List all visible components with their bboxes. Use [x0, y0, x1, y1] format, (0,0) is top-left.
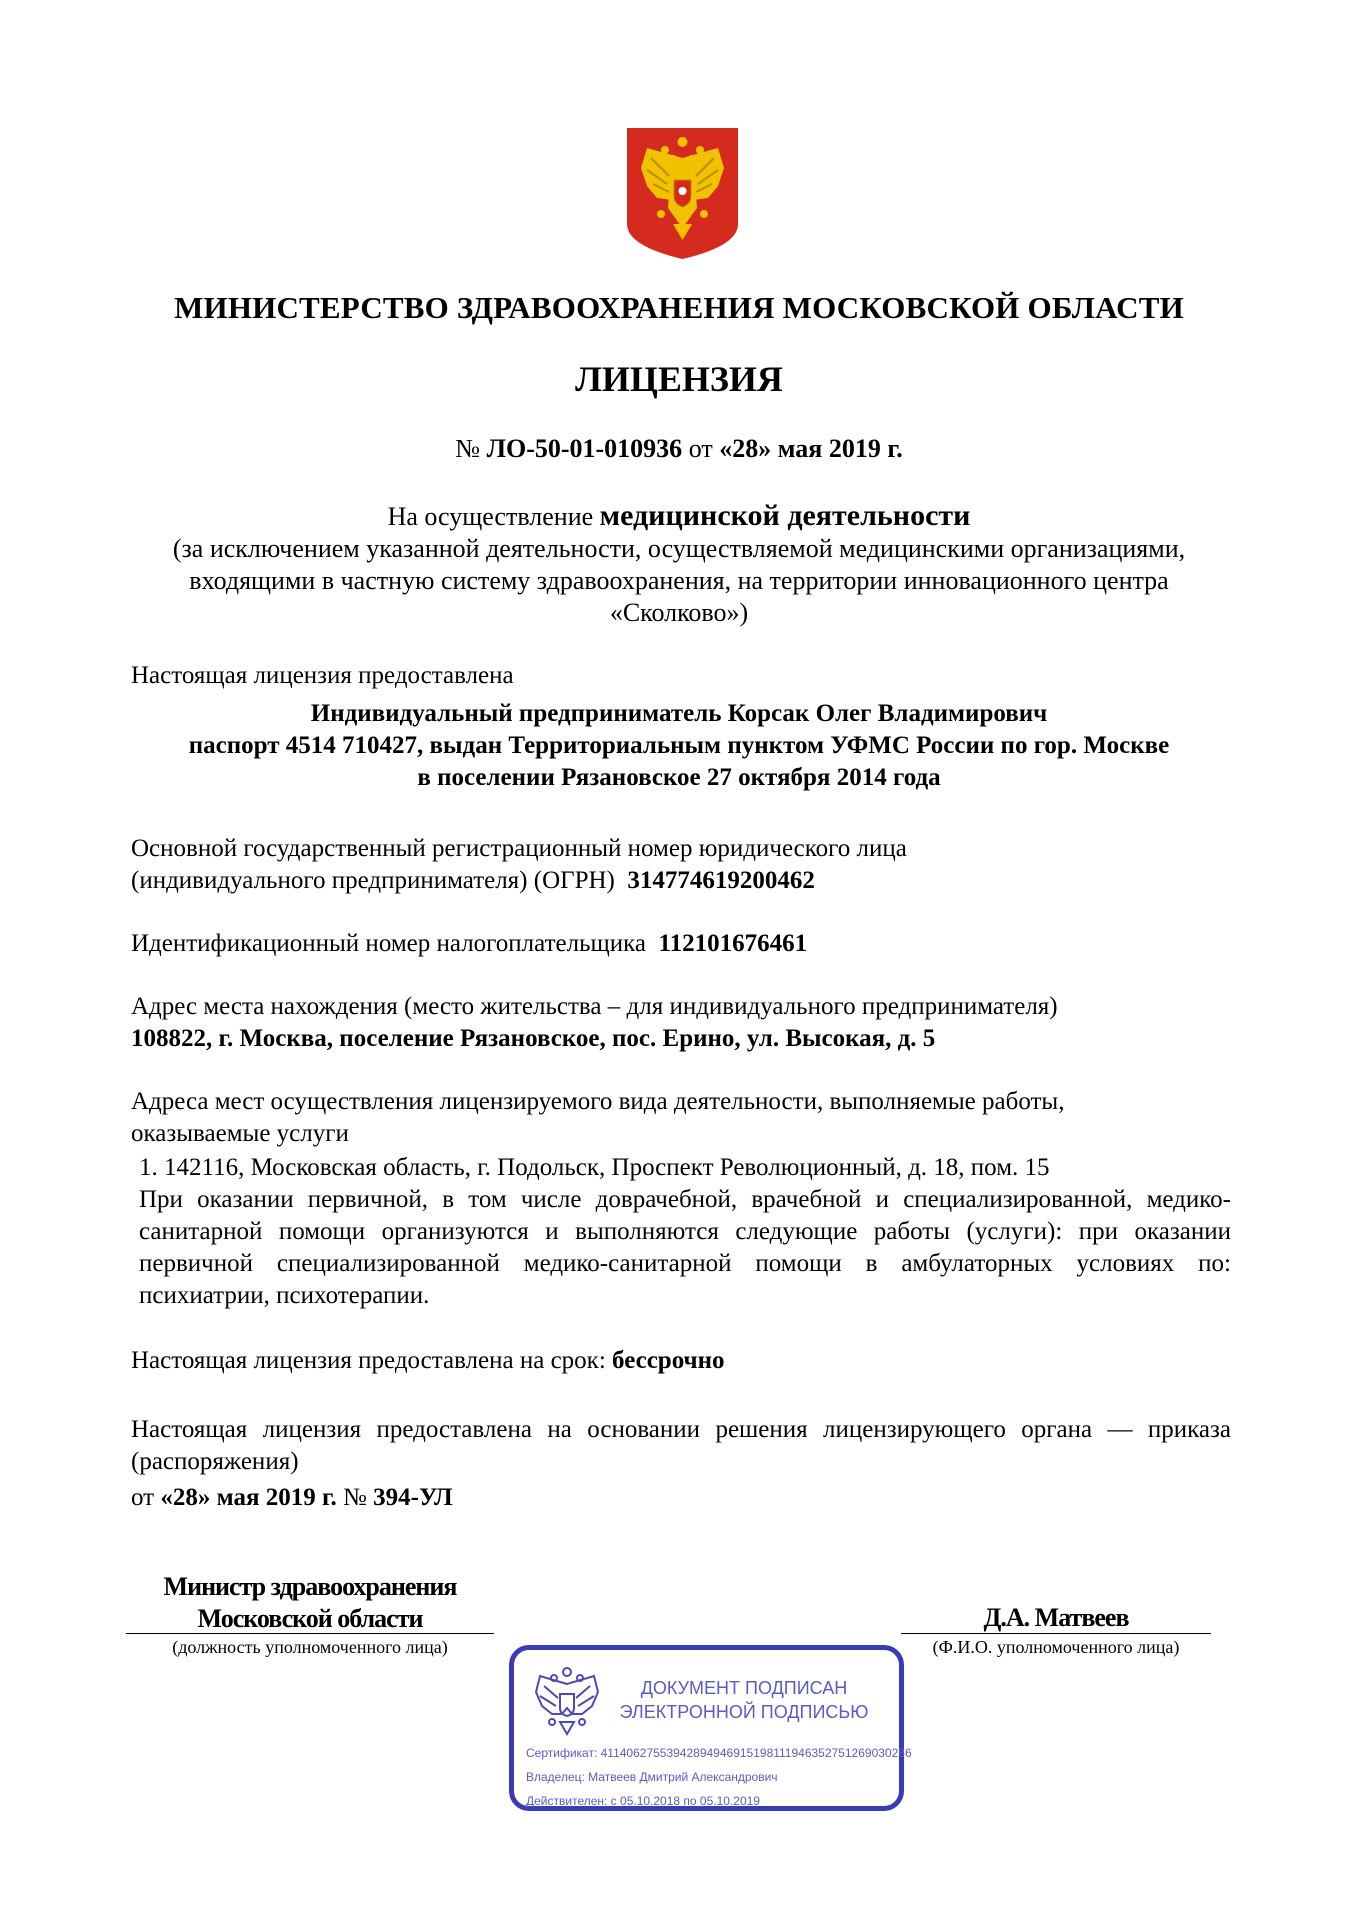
basis-number: 394-УЛ	[373, 1484, 453, 1511]
grantee-passport: паспорт 4514 710427, выдан Территориальным пунктом УФМС России по гор. Москве	[188, 732, 1170, 759]
activity-exclusion-line: входящими в частную систему здравоохранения, на территории инновационного центра	[189, 566, 1169, 595]
ministry-name: МИНИСТЕРСТВО ЗДРАВООХРАНЕНИЯ МОСКОВСКОЙ ОБЛАСТИ	[174, 290, 1184, 325]
license-number: ЛО-50-01-010936	[486, 434, 683, 463]
electronic-signature-stamp	[509, 1645, 912, 1811]
stamp-title-line: ЭЛЕКТРОННОЙ ПОДПИСЬЮ	[619, 1702, 869, 1722]
ogrn-block	[131, 833, 1231, 897]
grantee-passport-issued: в поселении Рязановское 27 октября 2014 года	[417, 764, 941, 791]
address-block	[131, 991, 1231, 1055]
sites-label-line: Адреса мест осуществления лицензируемого вида деятельности, выполняемые работы,	[131, 1088, 1065, 1115]
license-number-line	[0, 434, 1358, 464]
term-label: Настоящая лицензия предоставлена на срок:	[131, 1347, 606, 1374]
stamp-title	[614, 1676, 874, 1724]
term-block	[131, 1345, 1231, 1377]
inn-value: 112101676461	[658, 930, 808, 957]
position-line: Московской области	[197, 1604, 423, 1633]
inn-block	[131, 928, 1231, 960]
site-address: 1. 142116, Московская область, г. Подольск, Проспект Революционный, д. 18, пом. 15	[139, 1154, 1050, 1181]
activity-lead: На осуществление	[387, 502, 594, 531]
number-from: от	[688, 434, 713, 463]
address-value: 108822, г. Москва, поселение Рязановское, пос. Ерино, ул. Высокая, д. 5	[131, 1025, 936, 1052]
sites-label-line: оказываемые услуги	[131, 1120, 349, 1147]
basis-order-line	[131, 1482, 1231, 1514]
ogrn-value: 314774619200462	[627, 867, 815, 894]
signatory-name: Д.А. Матвеев	[983, 1603, 1129, 1632]
address-label: Адрес места нахождения (место жительства – для индивидуального предпринимателя)	[131, 993, 1058, 1020]
sites-heading	[131, 1086, 1231, 1150]
stamp-owner: Владелец: Матвеев Дмитрий Александрович	[526, 1770, 778, 1784]
activity-exclusion-line: «Сколково»)	[609, 598, 749, 627]
number-prefix: №	[455, 434, 481, 463]
grantee-intro: Настоящая лицензия предоставлена	[131, 662, 514, 689]
inn-label: Идентификационный номер налогоплательщика	[131, 930, 647, 957]
document-title: ЛИЦЕНЗИЯ	[575, 359, 783, 399]
ogrn-label-line: Основной государственный регистрационный номер юридического лица	[131, 835, 907, 862]
signatory-position	[126, 1571, 494, 1635]
activity-exclusion-line: (за исключением указанной деятельности, осуществляемой медицинскими организациями,	[172, 534, 1186, 563]
basis-text: Настоящая лицензия предоставлена на основании решения лицензирующего органа — приказа (распоряжения)	[131, 1416, 1231, 1475]
stamp-certificate: Сертификат: 41140627553942894946915198111946352751269030286	[526, 1746, 912, 1760]
basis-date: «28» мая 2019 г.	[160, 1484, 337, 1511]
position-caption: (должность уполномоченного лица)	[172, 1637, 448, 1657]
basis-number-prefix: №	[343, 1484, 367, 1511]
site-services: При оказании первичной, в том числе доврачебной, врачебной и специализированной, медико-санитарной помощи организуются и выполняются следующие работы (услуги): при оказании первичной специализированной медико-санитарной помощи в амбулаторных условиях по: психиатрии, психотерапии.	[139, 1186, 1231, 1309]
name-caption: (Ф.И.О. уполномоченного лица)	[932, 1637, 1180, 1657]
eagle-emblem-icon	[530, 1664, 604, 1738]
signature-line	[901, 1633, 1211, 1634]
site-item	[139, 1152, 1231, 1312]
grantee-name: Индивидуальный предприниматель Корсак Олег Владимирович	[310, 700, 1048, 727]
basis-from: от	[131, 1484, 155, 1511]
activity-block	[0, 500, 1358, 629]
activity-kind: медицинской деятельности	[599, 499, 971, 532]
coat-of-arms-icon	[627, 128, 738, 259]
ogrn-label: (индивидуального предпринимателя) (ОГРН)	[131, 867, 615, 894]
stamp-title-line: ДОКУМЕНТ ПОДПИСАН	[640, 1678, 848, 1698]
grantee-block	[0, 698, 1358, 794]
position-line: Министр здравоохранения	[163, 1572, 457, 1601]
stamp-validity: Действителен: с 05.10.2018 по 05.10.2019	[526, 1794, 760, 1808]
license-date: «28» мая 2019 г.	[719, 434, 903, 463]
signature-line	[126, 1633, 494, 1634]
term-value: бессрочно	[612, 1347, 725, 1374]
